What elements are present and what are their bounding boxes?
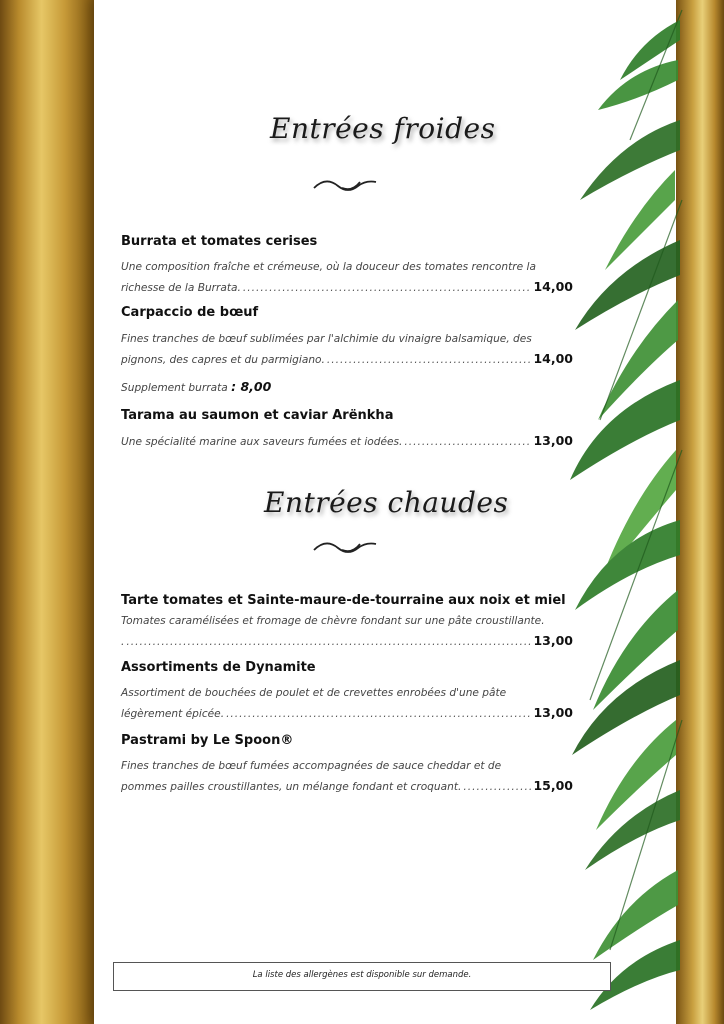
allergen-notice: La liste des allergènes est disponible sur demande.: [113, 962, 611, 991]
price: 13,00: [533, 705, 573, 720]
price: 14,00: [533, 351, 573, 366]
price: 13,00: [533, 433, 573, 448]
dish-description: Une composition fraîche et crémeuse, où la douceur des tomates rencontre la richesse de la Burrata. ..... 14,00: [121, 257, 573, 298]
price: 15,00: [533, 778, 573, 793]
flourish-icon: [312, 176, 380, 196]
dish-description: Fines tranches de bœuf sublimées par l'alchimie du vinaigre balsamique, des pignons, des capres et du parmigiano. ..... 14,00: [121, 329, 573, 370]
price: 14,00: [533, 279, 573, 294]
section-title: Entrées froides: [270, 112, 496, 145]
section-title: Entrées chaudes: [264, 486, 509, 519]
dish-description: Tomates caramélisées et fromage de chèvre fondant sur une pâte croustillante. . ..... 13,00: [121, 611, 573, 652]
dish-name: Tarte tomates et Sainte-maure-de-tourraine aux noix et miel: [121, 593, 566, 608]
dish-description: Une spécialité marine aux saveurs fumées et iodées. ..... 13,00: [121, 431, 573, 452]
dish-name: Assortiments de Dynamite: [121, 660, 316, 675]
flourish-icon: [312, 538, 380, 558]
dish-description: Fines tranches de bœuf fumées accompagnées de sauce cheddar et de pommes pailles croustillantes, un mélange fondant et croquant. ..... 15,00: [121, 756, 573, 797]
dish-name: Pastrami by Le Spoon®: [121, 733, 294, 748]
dish-description: Assortiment de bouchées de poulet et de crevettes enrobées d'une pâte légèrement épicée. ..... 13,00: [121, 683, 573, 724]
price: 13,00: [533, 633, 573, 648]
dish-name: Carpaccio de bœuf: [121, 305, 259, 320]
dish-name: Burrata et tomates cerises: [121, 234, 318, 249]
foliage-decoration: [560, 0, 686, 1024]
dish-name: Tarama au saumon et caviar Arënkha: [121, 408, 394, 423]
gold-border-left: [0, 0, 104, 1024]
leaf-icon: [560, 0, 686, 1024]
supplement: Supplement burrata : 8,00: [121, 379, 272, 394]
